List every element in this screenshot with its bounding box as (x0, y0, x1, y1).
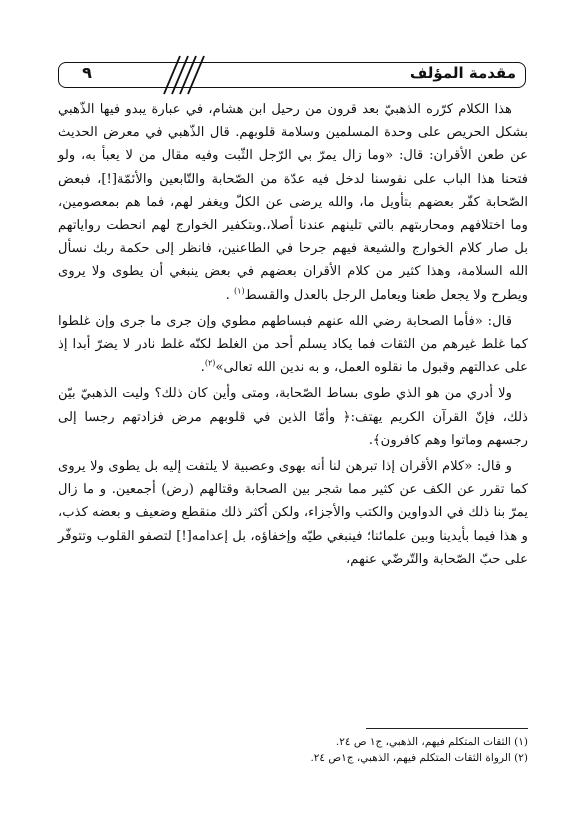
footnote-separator (366, 728, 528, 729)
paragraph-2-text: قال: «فأما الصحابة رضي الله عنهم فبساطهم مطوي وإن جرى ما جرى وإن غلطوا كما غلط غيرهم من الثقات فما يكاد يسلم أحد من الغلط لكنّه غلط نادر لا يضرّ أبدا إذ على عدالتهم وقبول ما نقلوه العمل، و به ندين الله تعالى» (58, 313, 528, 376)
main-text (58, 98, 528, 571)
footnote-1: (١) الثقات المتكلم فيهم، الذهبي، ج١ ص ٢٤. (335, 736, 528, 748)
footnote-ref-2: (٢) (204, 358, 216, 368)
footnotes (58, 734, 528, 766)
footnote-ref-1: (١) (234, 286, 245, 296)
paragraph-1-end: . (225, 287, 235, 303)
paragraph-2-end: . (200, 360, 205, 376)
running-header (58, 62, 526, 88)
footnote-2: (٢) الرواة الثقات المتكلم فيهم، الذهبي، ج١ص ٢٤. (310, 752, 528, 764)
paragraph-1-text: هذا الكلام كرّره الذهبيّ بعد قرون من رحيل ابن هشام، في عبارة يبدو فيها الذّهبي بشكل الحريص على وحدة المسلمين وسلامة قلوبهم. قال الذّهبي في معرض الحديث عن طعن الأقران: قال: «وما زال يمرّ بي الرّجل الثّبت وفيه مقال من لا يعبأ به، ولو فتحنا هذا الباب على نفوسنا لدخل فيه عدّة من الصّحابة والتّابعين والأئمّة[!]، فبعض الصّحابة كفّر بعضهم بتأويل ما، والله يرضى عن الكلّ ويغفر لهم، فما هم بمعصومين، وما اختلافهم ومحاربتهم بالتي تلينهم عندنا أصلا،.وبتكفير الخوارج لهم انحطت رواياتهم بل صار كلام الخوارج والشيعة فيهم جرحا في الطاعنين، فانظر إلى حكمة ربك نسأل الله السلامة، وهذا كثير من كلام الأقران بعضهم في بعض ينبغي أن يطوى ولا يروى ويطرح ولا يجعل طعنا ويعامل الرجل بالعدل والقسط (58, 102, 528, 303)
page-number: ٩ (82, 63, 92, 82)
paragraph-2 (58, 310, 528, 380)
paragraph-1 (58, 98, 528, 307)
header-slash-ornament (158, 54, 218, 96)
paragraph-4: و قال: «كلام الأقران إذا تبرهن لنا أنه بهوى وعصبية لا يلتفت إليه بل يطوى ولا يروى كما تقرر عن الكف عن كثير مما شجر بين الصحابة وقتالهم (رض) أجمعين. و ما زال يمرّ بنا ذلك في الدواوين والكتب والأجزاء، ولكن أكثر ذلك منقطع وضعيف و بعضه كذب، و هذا فيما بأيدينا وبين علمائنا؛ فينبغي طيّه وإخفاؤه، بل إعدامه[!] لتصفو القلوب وتتوفّر على حبّ الصّحابة والتّرضّي عنهم، (58, 459, 528, 567)
paragraph-3: ولا أدري من هو الذي طوى بساط الصّحابة، ومتى وأين كان ذلك؟ وليت الذهبيّ بيّن ذلك، فإنّ القرآن الكريم يهتف:﴿ وأمّا الذين في قلوبهم مرض فزادتهم رجسا إلى رجسهم وماتوا وهم كافرون﴾. (58, 386, 528, 448)
header-title: مقدمة المؤلف (409, 64, 516, 82)
